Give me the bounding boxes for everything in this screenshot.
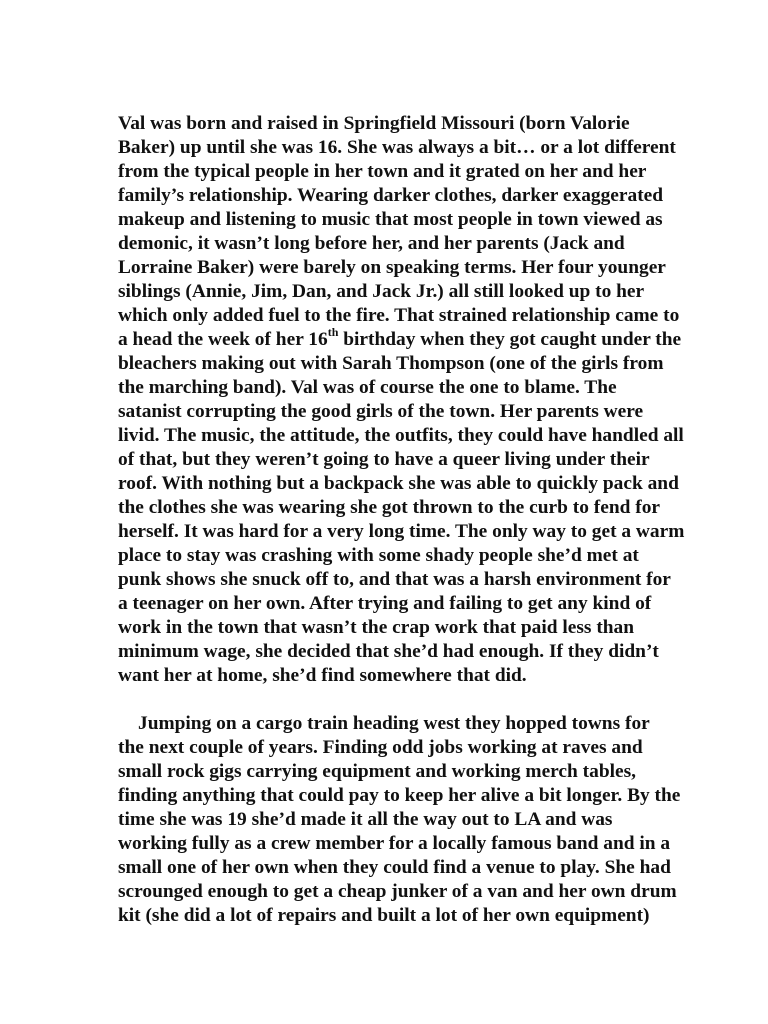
text-line: place to stay was crashing with some shady people she’d met at bbox=[118, 545, 639, 566]
text-line: bleachers making out with Sarah Thompson (one of the girls from bbox=[118, 353, 664, 374]
text-line: which only added fuel to the fire. That strained relationship came to bbox=[118, 305, 680, 326]
text-line: small rock gigs carrying equipment and working merch tables, bbox=[118, 761, 636, 782]
text-line: demonic, it wasn’t long before her, and her parents (Jack and bbox=[118, 233, 625, 254]
text-line: work in the town that wasn’t the crap work that paid less than bbox=[118, 617, 635, 638]
text-line: family’s relationship. Wearing darker clothes, darker exaggerated bbox=[118, 185, 664, 206]
text-line: livid. The music, the attitude, the outfits, they could have handled all bbox=[118, 425, 684, 446]
text-line-first: Jumping on a cargo train heading west they hopped towns for bbox=[138, 713, 650, 734]
text-line: the clothes she was wearing she got thrown to the curb to fend for bbox=[118, 497, 661, 518]
text-line: scrounged enough to get a cheap junker of a van and her own drum bbox=[118, 881, 677, 902]
paragraph-break bbox=[118, 688, 678, 712]
text-line: the next couple of years. Finding odd jobs working at raves and bbox=[118, 737, 643, 758]
text-line: Baker) up until she was 16. She was always a bit… or a lot different bbox=[118, 137, 676, 158]
text-line-with-superscript bbox=[118, 324, 682, 352]
text-line: punk shows she snuck off to, and that was a harsh environment for bbox=[118, 569, 671, 590]
text-segment: a head the week of her 16 bbox=[118, 329, 328, 350]
text-line: siblings (Annie, Jim, Dan, and Jack Jr.) all still looked up to her bbox=[118, 281, 645, 302]
text-line: finding anything that could pay to keep her alive a bit longer. By the bbox=[118, 785, 681, 806]
text-line: the marching band). Val was of course the one to blame. The bbox=[118, 377, 617, 398]
text-line: Val was born and raised in Springfield Missouri (born Valorie bbox=[118, 113, 630, 134]
text-line: from the typical people in her town and it grated on her and her bbox=[118, 161, 647, 182]
text-line: Lorraine Baker) were barely on speaking terms. Her four younger bbox=[118, 257, 666, 278]
paragraph-1 bbox=[118, 112, 685, 688]
text-line: minimum wage, she decided that she’d had enough. If they didn’t bbox=[118, 641, 659, 662]
document-body bbox=[118, 112, 685, 928]
text-line: working fully as a crew member for a locally famous band and in a bbox=[118, 833, 671, 854]
text-line: satanist corrupting the good girls of the town. Her parents were bbox=[118, 401, 644, 422]
text-line: of that, but they weren’t going to have a queer living under their bbox=[118, 449, 650, 470]
text-line: want her at home, she’d find somewhere that did. bbox=[118, 665, 527, 686]
text-line: kit (she did a lot of repairs and built a lot of her own equipment) bbox=[118, 905, 650, 926]
text-segment: birthday when they got caught under the bbox=[338, 329, 682, 350]
text-line: roof. With nothing but a backpack she was able to quickly pack and bbox=[118, 473, 679, 494]
text-line: small one of her own when they could find a venue to play. She had bbox=[118, 857, 671, 878]
text-line: a teenager on her own. After trying and failing to get any kind of bbox=[118, 593, 652, 614]
text-line: herself. It was hard for a very long time. The only way to get a warm bbox=[118, 521, 685, 542]
text-line: makeup and listening to music that most people in town viewed as bbox=[118, 209, 663, 230]
ordinal-superscript: th bbox=[327, 324, 339, 339]
paragraph-2 bbox=[118, 712, 681, 928]
text-line: time she was 19 she’d made it all the way out to LA and was bbox=[118, 809, 613, 830]
